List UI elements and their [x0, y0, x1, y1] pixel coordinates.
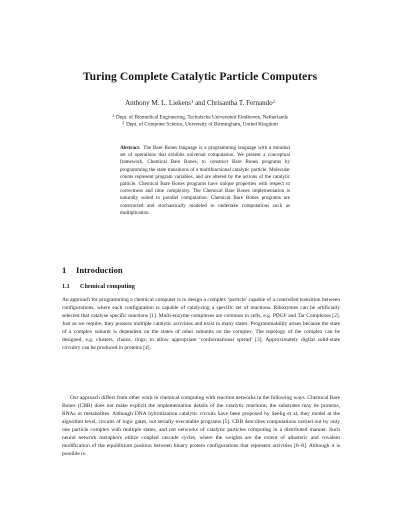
section-number: 1 [62, 265, 67, 275]
affiliation-mark: 1 [112, 114, 115, 118]
affiliation-mark: 2 [272, 99, 275, 104]
body-paragraph: An approach for programming a chemical computer is to design a complex ‘particle’ capable of a controlled transition between configurations, where each configuration is capable of catalyzing a specific set of reactions. Ribozymes can be artificially selected that catalyse specific reactions [1]. Multi-enzyme complexes are common in cells, e.g. PDGF and Tar Complexes [2]. Just as we require, they possess multiple catalytic activities and exist in many states. Programmability arises because the state of a complex subunit is dependent on the states of other subunits on the complex. The topology of the complex can be designed, e.g. clusters, chains, rings, to allow appropriate ‘conformational spread’ [3]. Approximately digital solid-state circuitry can be produced in proteins [4]. [62, 297, 340, 352]
abstract [120, 145, 290, 217]
affiliation-mark: 2 [122, 121, 125, 125]
subsection-heading [62, 283, 135, 290]
subsection-title: Chemical computing [80, 283, 135, 290]
author-line [0, 99, 400, 107]
section-title: Introduction [76, 265, 123, 275]
abstract-label: Abstract. [120, 145, 141, 151]
paper-title: Turing Complete Catalytic Particle Computers [82, 70, 318, 83]
body-paragraph: Our approach differs from other work in chemical computing with reaction networks in the following ways. Chemical Bare Bones (CBB) does not make explicit the implementation details of the catalytic reactions; the substrates may be proteins, RNAs or metabolites. Although DNA hybridization catalytic circuits have been proposed by Seelig et al, they model at the algorithm level, circuits of logic gates, not serially executable programs [5]. CBB describes computations carried out by only one particle complex with multiple states, and not networks of catalytic particles computing in a distributed manner. Such neural network metaphors utilize coupled cascade cycles, where the weights are the extent of allosteric and covalent modification of the equilibrium position between binary protein configurations that represent activities [6–8]. Although it is possible to [62, 395, 340, 458]
affiliation-line [0, 120, 400, 128]
subsection-number: 1.1 [62, 283, 70, 290]
abstract-text: The Bare Bones language is a programming language with a minimal set of operations that exhibits universal computation. We present a conceptual framework, Chemical Bare Bones, to construct Bare Bones programs by programming the state transitions of a multifunctional catalytic particle. Molecular counts represent program variables, and are altered by the actions of the catalytic particle. Chemical Bare Bones programs have unique properties with respect to correctness and time complexity. The Chemical Bare Bones implementation is naturally suited to parallel computation. Chemical Bare Bones programs are constructed and stochastically modeled to undertake computations such as multiplication. [120, 145, 290, 216]
author-name: Chrisantha T. Fernando [206, 99, 273, 108]
affiliation-text: Dept. of Biomedical Engineering, Technische Universiteit Eindhoven, Netherlands [116, 114, 288, 121]
author-conjunction: and [195, 99, 206, 108]
author-name: Anthony M. L. Liekens [125, 99, 192, 108]
affiliation-text: Dept. of Computer Science, University of Birmingham, United Kingdom [126, 121, 278, 128]
affiliation-mark: 1 [191, 99, 194, 104]
section-heading [62, 265, 123, 275]
